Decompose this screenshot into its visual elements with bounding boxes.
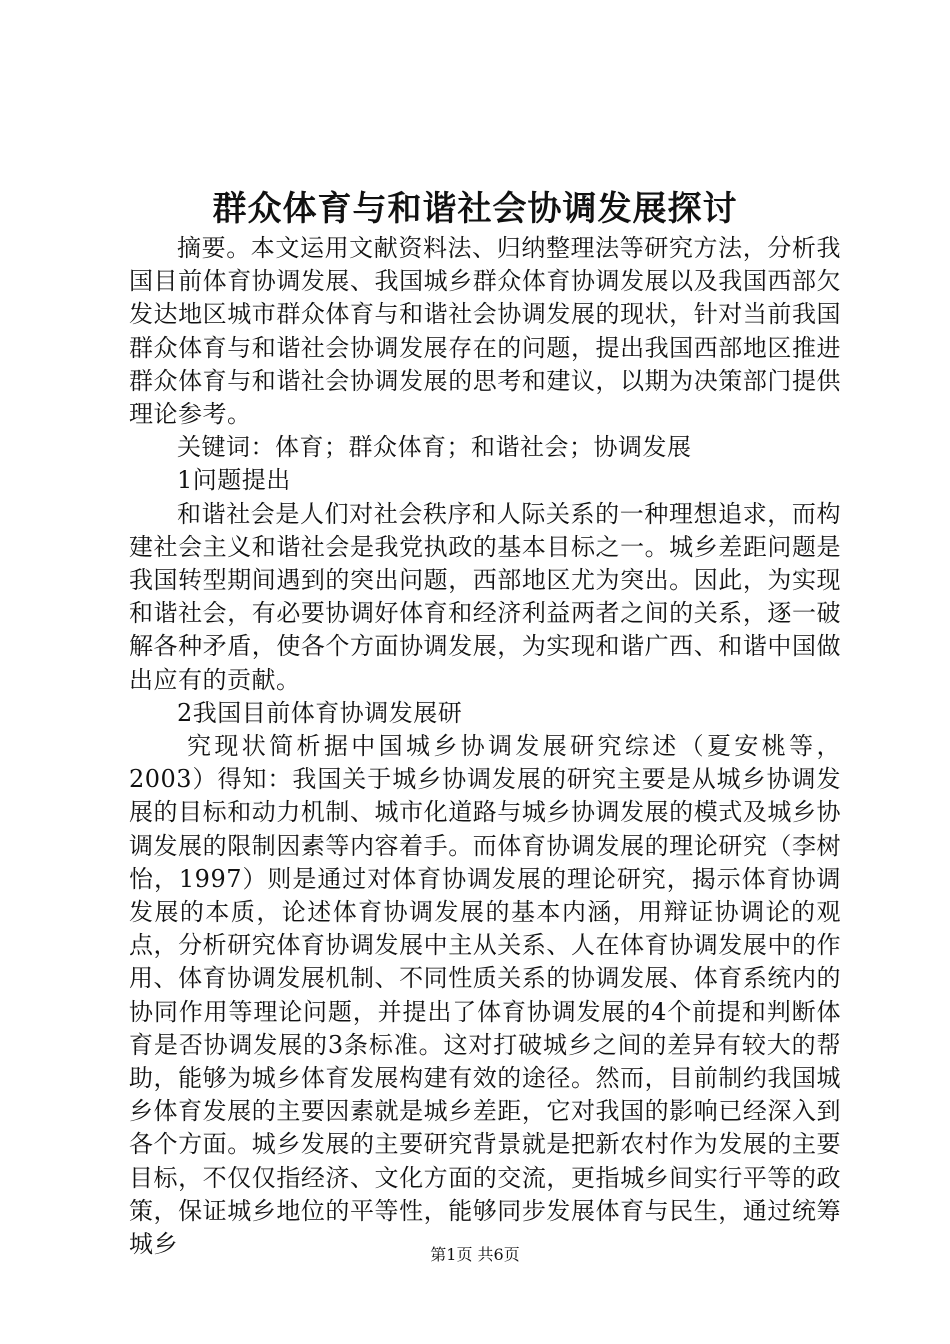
section-heading-2: 2我国目前体育协调发展研 (177, 698, 463, 727)
document-body (129, 232, 841, 1261)
keywords-line: 关键词：体育；群众体育；和谐社会；协调发展 (177, 433, 692, 462)
page-footer: 第1页 共6页 (430, 1245, 520, 1264)
document-title: 群众体育与和谐社会协调发展探讨 (212, 189, 738, 229)
body-paragraph: 和谐社会是人们对社会秩序和人际关系的一种理想追求，而构建社会主义和谐社会是我党执政的基本目标之一。城乡差距问题是我国转型期间遇到的突出问题，西部地区尤为突出。因此，为实现和谐社会，有必要协调好体育和经济利益两者之间的关系，逐一破解各种矛盾，使各个方面协调发展，为实现和谐广西、和谐中国做出应有的贡献。 (129, 499, 841, 694)
abstract-paragraph: 摘要。本文运用文献资料法、归纳整理法等研究方法，分析我国目前体育协调发展、我国城乡群众体育协调发展以及我国西部欠发达地区城市群众体育与和谐社会协调发展的现状，针对当前我国群众体育与和谐社会协调发展存在的问题，提出我国西部地区推进群众体育与和谐社会协调发展的思考和建议，以期为决策部门提供理论参考。 (129, 234, 841, 429)
body-paragraph: 究现状简析据中国城乡协调发展研究综述（夏安桃等，2003）得知：我国关于城乡协调发展的研究主要是从城乡协调发展的目标和动力机制、城市化道路与城乡协调发展的模式及城乡协调发展的限制因素等内容着手。而体育协调发展的理论研究（李树怡，1997）则是通过对体育协调发展的理论研究，揭示体育协调发展的本质，论述体育协调发展的基本内涵，用辩证协调论的观点，分析研究体育协调发展中主从关系、人在体育协调发展中的作用、体育协调发展机制、不同性质关系的协调发展、体育系统内的协同作用等理论问题，并提出了体育协调发展的4个前提和判断体育是否协调发展的3条标准。这对打破城乡之间的差异有较大的帮助，能够为城乡体育发展构建有效的途径。然而，目前制约我国城乡体育发展的主要因素就是城乡差距，它对我国的影响已经深入到各个方面。城乡发展的主要研究背景就是把新农村作为发展的主要目标，不仅仅指经济、文化方面的交流，更指城乡间实行平等的政策，保证城乡地位的平等性，能够同步发展体育与民生，通过统筹城乡 (129, 732, 841, 1259)
section-heading-1: 1问题提出 (177, 466, 291, 495)
